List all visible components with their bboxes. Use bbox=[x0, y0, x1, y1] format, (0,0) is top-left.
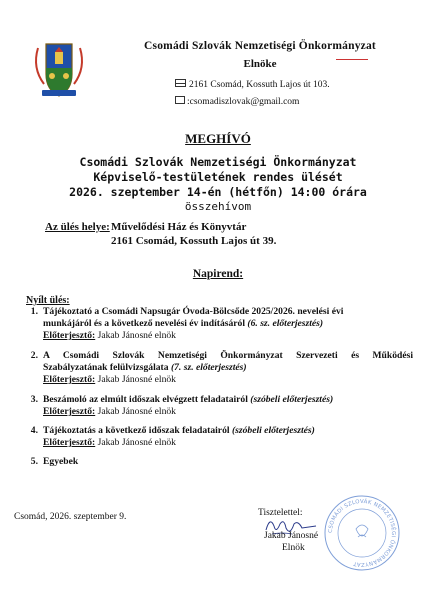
item-text: Tájékoztatás a következő időszak feladatairól bbox=[43, 425, 230, 436]
email-row bbox=[175, 96, 299, 107]
venue-address: 2161 Csomád, Kossuth Lajos út 39. bbox=[111, 235, 277, 247]
agenda-title: Napirend: bbox=[192, 268, 244, 280]
presenter-name: Jakab Jánosné elnök bbox=[97, 374, 176, 385]
presenter-label: Előterjesztő: bbox=[43, 330, 96, 341]
venue-label: Az ülés helye: bbox=[45, 221, 110, 233]
address-text: 2161 Csomád, Kossuth Lajos út 103. bbox=[189, 80, 330, 90]
signer-name: Jakab Jánosné bbox=[264, 531, 319, 541]
coat-of-arms-logo bbox=[28, 38, 90, 100]
presenter-label: Előterjesztő: bbox=[43, 374, 96, 385]
presenter-name: Jakab Jánosné elnök bbox=[97, 406, 176, 417]
greeting: Tisztelettel: bbox=[258, 508, 303, 518]
item-text: Tájékoztató a Csomádi Napsugár Óvoda-Bölcsőde 2025/2026. nevelési évi bbox=[43, 306, 344, 317]
item-number: 3. bbox=[30, 394, 38, 405]
venue-name: Művelődési Ház és Könyvtár bbox=[111, 221, 247, 233]
presenter-label: Előterjesztő: bbox=[43, 406, 96, 417]
item-note: (6. sz. előterjesztés) bbox=[247, 318, 324, 329]
envelope-icon bbox=[175, 79, 186, 87]
decorative-line bbox=[336, 59, 368, 60]
signer-role: Elnök bbox=[282, 543, 305, 553]
presenter-label: Előterjesztő: bbox=[43, 437, 96, 448]
open-session-label: Nyílt ülés: bbox=[26, 295, 70, 306]
item-note: (szóbeli előterjesztés) bbox=[231, 425, 315, 436]
item-note: (7. sz. előterjesztés) bbox=[170, 362, 247, 373]
item-note: (szóbeli előterjesztés) bbox=[250, 394, 334, 405]
address-row bbox=[175, 79, 330, 90]
presenter-name: Jakab Jánosné elnök bbox=[97, 437, 176, 448]
presenter-name: Jakab Jánosné elnök bbox=[97, 330, 176, 341]
subtitle-line-1: Csomádi Szlovák Nemzetiségi Önkormányzat bbox=[79, 155, 357, 169]
place-date: Csomád, 2026. szeptember 9. bbox=[14, 512, 127, 522]
item-text-cont: Szabályzatának felülvizsgálata bbox=[43, 362, 169, 373]
official-stamp bbox=[322, 493, 402, 573]
item-number: 4. bbox=[30, 425, 38, 436]
org-role: Elnöke bbox=[243, 58, 277, 70]
document-title: MEGHÍVÓ bbox=[185, 131, 251, 146]
email-text[interactable]: :csomadiszlovak@gmail.com bbox=[187, 97, 300, 107]
subtitle-line-2: Képviselő-testületének rendes ülését bbox=[93, 170, 343, 184]
item-text: Beszámoló az elmúlt időszak elvégzett feladatairól bbox=[43, 394, 248, 405]
subtitle-line-4: összehívom bbox=[184, 200, 252, 213]
item-text: Egyebek bbox=[43, 456, 79, 467]
computer-icon bbox=[175, 96, 185, 104]
item-number: 5. bbox=[30, 456, 38, 467]
org-title: Csomádi Szlovák Nemzetiségi Önkormányzat bbox=[144, 40, 376, 52]
item-number: 1. bbox=[30, 306, 38, 317]
stamp-text: CSOMÁDI SZLOVÁK NEMZETISÉGI ÖNKORMÁNYZAT bbox=[327, 498, 397, 568]
item-number: 2. bbox=[30, 350, 38, 361]
subtitle-line-3: 2026. szeptember 14-én (hétfőn) 14:00 órára bbox=[69, 185, 367, 199]
item-text-cont: munkájáról és a következő nevelési év indításáról bbox=[43, 318, 245, 329]
item-text: A Csomádi Szlovák Nemzetiségi Önkormányzat Szervezeti és Működési bbox=[43, 350, 413, 361]
